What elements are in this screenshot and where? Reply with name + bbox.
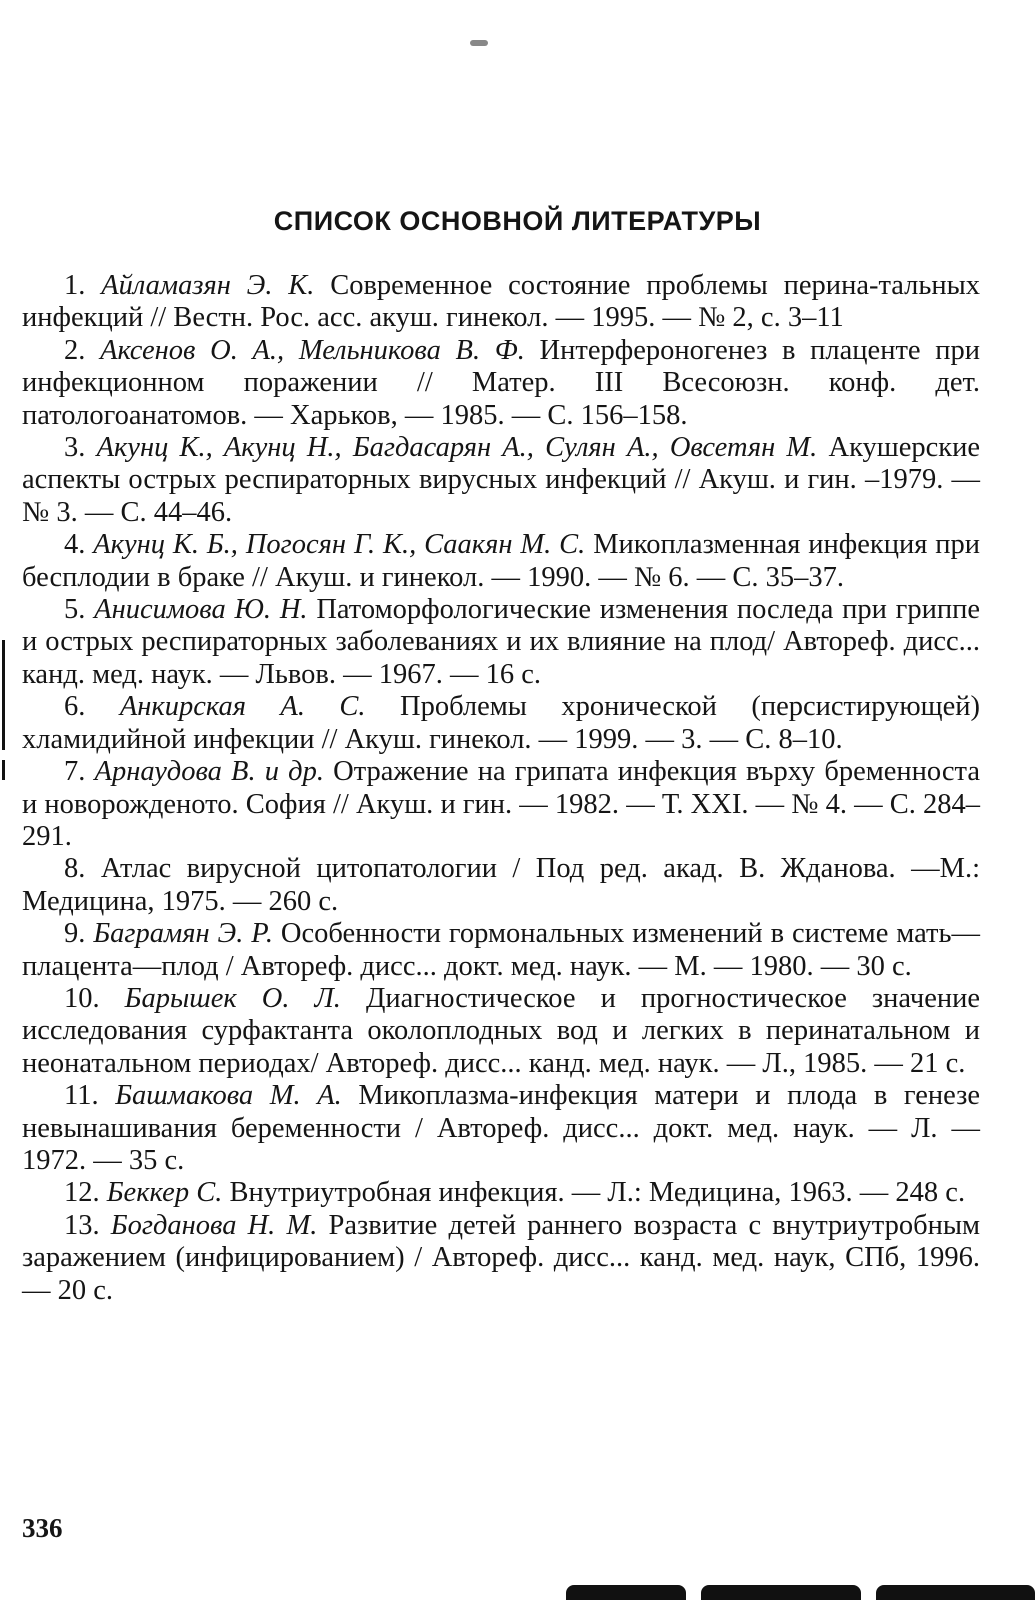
reference-item [22,594,980,691]
reference-item [22,691,980,756]
reference-item [22,1210,980,1307]
reference-item [22,529,980,594]
reference-author: Анисимова Ю. Н. [94,594,308,626]
reference-number: 3. [64,432,86,464]
reference-item [22,1080,980,1177]
reference-item [22,432,980,529]
reference-author: Баграмян Э. Р. [93,918,273,950]
reference-number: 4. [64,529,86,561]
reference-item [22,1177,980,1209]
reference-text: Современное состояние проблемы перина-тальных инфекций // Вестн. Рос. асс. акуш. гинекол. — 1995. — № 2, с. 3–11 [22,270,981,334]
reference-number: 13. [64,1209,100,1241]
reference-number: 12. [64,1177,100,1209]
reference-text: Интерфероногенез в плаценте при инфекционном поражении // Матер. III Всесоюзн. конф. дет. патологоанатомов. — Харьков, — 1985. — С. 156–158. [22,334,981,431]
scan-artifact-block [876,1585,1035,1600]
reference-text: Патоморфологические изменения последа при гриппе и острых респираторных заболеваниях и их влияние на плод/ Автореф. дисс... канд. мед. наук. — Львов. — 1967. — 16 с. [22,594,981,690]
reference-text: Атлас вирусной цитопатологии / Под ред. акад. В. Жданова. —М.: Медицина, 1975. — 260 с. [22,853,980,917]
reference-text: Микоплазменная инфекция при бесплодии в браке // Акуш. и гинекол. — 1990. — № 6. — С. 35–37. [22,529,980,593]
reference-number: 1. [64,270,86,301]
reference-author: Арнаудова В. и др. [94,756,324,788]
scan-artifact-block [701,1585,861,1600]
reference-author: Айламазян Э. К. [101,270,315,301]
reference-author: Акунц К. Б., Погосян Г. К., Саакян М. С. [93,529,586,561]
reference-text: Отражение на грипата инфекция върху бременноста и новорожденото. София // Акуш. и гин. — 1982. — Т. XXI. — № 4. — С. 284–291. [22,756,980,852]
reference-author: Барышек О. Л. [124,982,341,1014]
scan-artifact-strip [0,40,1035,80]
reference-number: 7. [64,756,86,788]
reference-author: Анкирская А. С. [119,691,366,723]
reference-item [22,853,980,918]
reference-number: 9. [64,918,86,950]
reference-number: 11. [64,1080,99,1112]
reference-item [22,918,980,983]
page-heading: СПИСОК ОСНОВНОЙ ЛИТЕРАТУРЫ [273,206,762,236]
reference-item [22,756,980,853]
bottom-scan-marks [566,1585,1035,1600]
reference-text: Проблемы хронической (персистирующей) хламидийной инфекции // Акуш. гинекол. — 1999. — 3. — С. 8–10. [22,691,980,755]
reference-item [22,983,980,1080]
reference-item [22,335,980,432]
scan-artifact-dot [470,40,488,46]
reference-author: Богданова Н. М. [110,1209,318,1241]
reference-text: Микоплазма-инфекция матери и плода в генезе невынашивания беременности / Автореф. дисс... докт. мед. наук. — Л. — 1972. — 35 с. [22,1080,981,1176]
reference-author: Башмакова М. А. [115,1080,342,1112]
binding-mark [2,640,5,750]
reference-number: 6. [64,691,86,723]
reference-number: 5. [64,594,86,626]
reference-author: Акунц К., Акунц Н., Багдасарян А., Сулян А., Овсетян М. [96,432,818,464]
reference-number: 10. [64,982,100,1014]
reference-item [22,270,980,335]
page-number: 336 [22,1513,63,1543]
binding-mark [2,760,5,780]
scan-artifact-block [566,1585,686,1600]
reference-text: Развитие детей раннего возраста с внутриутробным заражением (инфицированием) / Автореф. дисс... канд. мед. наук, СПб, 1996. — 20 с. [22,1209,981,1306]
reference-list [22,270,980,1307]
reference-text: Особенности гормональных изменений в системе мать—плацента—плод / Автореф. дисс... докт. мед. наук. — М. — 1980. — 30 с. [22,918,981,982]
reference-text: Акушерские аспекты острых респираторных вирусных инфекций // Акуш. и гин. –1979. — № 3. — С. 44–46. [22,432,981,528]
reference-number: 8. [64,853,86,885]
reference-text: Диагностическое и прогностическое значение исследования сурфактанта околоплодных вод и легких в перинатальном и неонатальном периодах/ Автореф. дисс... канд. мед. наук. — Л., 1985. — 21 с. [22,982,981,1079]
reference-author: Беккер С. [106,1177,223,1209]
reference-text: Внутриутробная инфекция. — Л.: Медицина, 1963. — 248 с. [229,1177,966,1209]
reference-number: 2. [64,334,86,366]
reference-author: Аксенов О. А., Мельникова В. Ф. [100,334,525,366]
